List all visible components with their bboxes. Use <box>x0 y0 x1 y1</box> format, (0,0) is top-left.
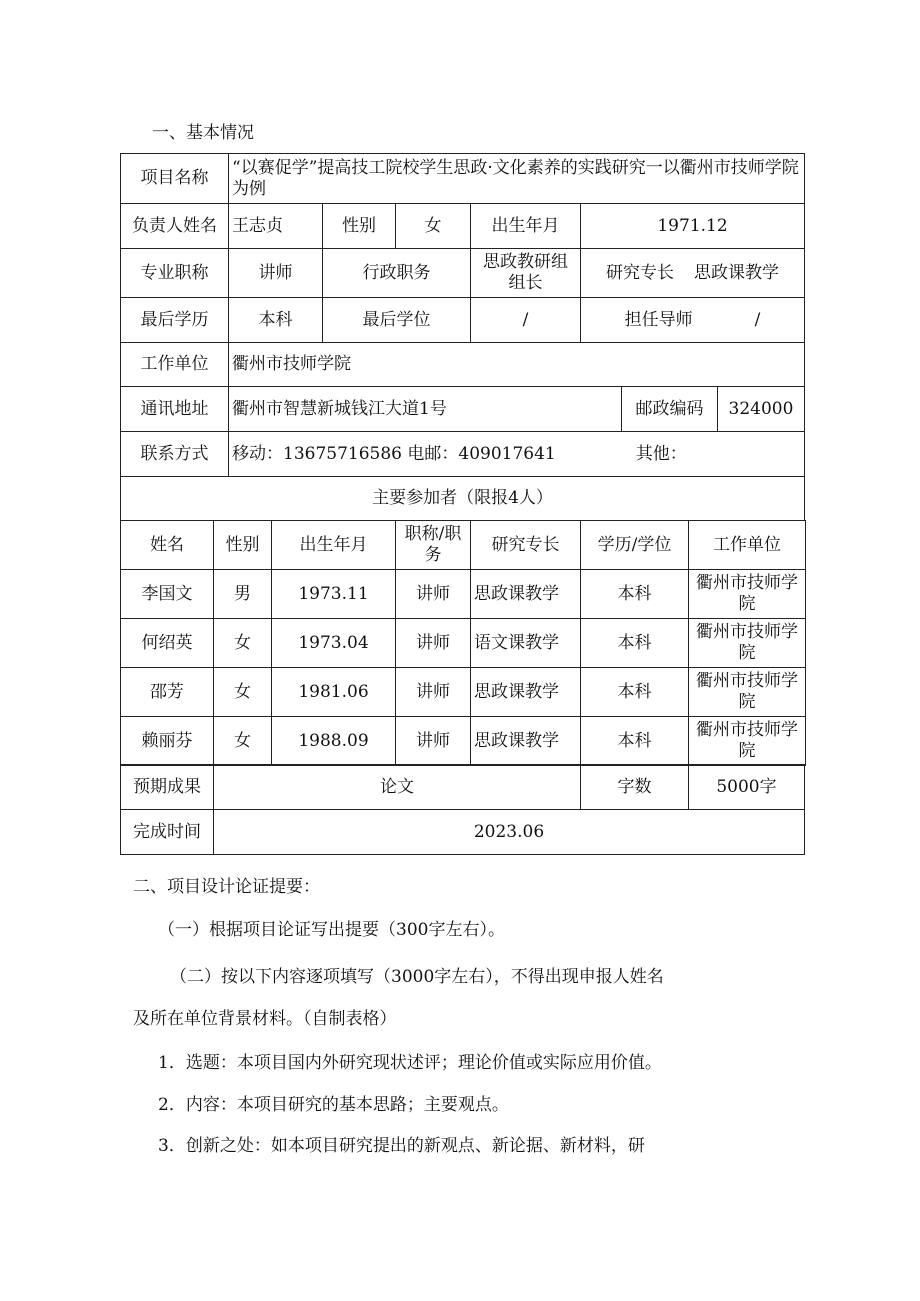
unit-label: 工作单位 <box>120 342 229 387</box>
participants-header-education: 学历/学位 <box>580 520 689 570</box>
zip-value: 324000 <box>717 386 805 432</box>
leader-gender-label: 性别 <box>322 203 396 249</box>
title-value: 讲师 <box>228 248 323 298</box>
participants-header-specialty: 研究专长 <box>470 520 581 570</box>
participant-4-gender: 女 <box>213 716 272 766</box>
contact-label: 联系方式 <box>120 431 229 477</box>
participant-2-name: 何绍英 <box>120 618 214 668</box>
participant-3-gender: 女 <box>213 667 272 717</box>
contact-value: 移动：13675716586 电邮：409017641 <box>232 443 556 464</box>
outcome-label: 预期成果 <box>120 764 214 810</box>
section2-item-2: 2．内容：本项目研究的基本思路；主要观点。 <box>158 1095 509 1115</box>
participant-1-title: 讲师 <box>395 569 471 619</box>
specialty-label: 研究专长 <box>606 262 674 283</box>
participants-header-title: 职称/职务 <box>395 520 471 570</box>
degree-label: 最后学位 <box>322 297 471 343</box>
participant-3-specialty: 思政课教学 <box>470 667 581 717</box>
section2-item-3: 3．创新之处：如本项目研究提出的新观点、新论据、新材料，研 <box>158 1136 645 1156</box>
time-label: 完成时间 <box>120 809 214 855</box>
participant-1-unit: 衢州市技师学院 <box>688 569 806 619</box>
participants-header-unit: 工作单位 <box>688 520 806 570</box>
participant-2-education: 本科 <box>580 618 689 668</box>
participant-4-title: 讲师 <box>395 716 471 766</box>
title-label: 专业职称 <box>120 248 229 298</box>
address-label: 通讯地址 <box>120 386 229 432</box>
edu-value: 本科 <box>228 297 323 343</box>
tutor-label: 担任导师 <box>624 309 693 330</box>
participants-header-gender: 性别 <box>213 520 272 570</box>
participant-1-gender: 男 <box>213 569 272 619</box>
participant-4-unit: 衢州市技师学院 <box>688 716 806 766</box>
participant-2-gender: 女 <box>213 618 272 668</box>
project-name-value: “以赛促学”提高技工院校学生思政·文化素养的实践研究一以衢州市技师学院为例 <box>228 153 805 204</box>
participant-1-name: 李国文 <box>120 569 214 619</box>
section2-item-1: 1．选题：本项目国内外研究现状述评；理论价值或实际应用价值。 <box>158 1053 662 1073</box>
participants-header-name: 姓名 <box>120 520 214 570</box>
participant-4-birth: 1988.09 <box>271 716 396 766</box>
section1-title: 一、基本情况 <box>152 123 254 143</box>
time-value: 2023.06 <box>213 809 805 855</box>
participant-3-title: 讲师 <box>395 667 471 717</box>
leader-birth-value: 1971.12 <box>580 203 805 249</box>
zip-label: 邮政编码 <box>621 386 718 432</box>
section2-p2-line2: 及所在单位背景材料。（自制表格） <box>133 1009 397 1029</box>
participant-3-education: 本科 <box>580 667 689 717</box>
participant-1-education: 本科 <box>580 569 689 619</box>
participant-1-specialty: 思政课教学 <box>470 569 581 619</box>
participants-header-birth: 出生年月 <box>271 520 396 570</box>
participant-3-name: 邵芳 <box>120 667 214 717</box>
other-label: 其他： <box>635 443 687 464</box>
participant-4-specialty: 思政课教学 <box>470 716 581 766</box>
section2-p1: （一）根据项目论证写出提要（300字左右）。 <box>158 920 505 940</box>
participant-4-education: 本科 <box>580 716 689 766</box>
tutor-cell <box>580 297 805 343</box>
post-value: 思政教研组组长 <box>470 248 581 298</box>
participant-1-birth: 1973.11 <box>271 569 396 619</box>
participant-4-name: 赖丽芬 <box>120 716 214 766</box>
address-value: 衢州市智慧新城钱江大道1号 <box>228 386 622 432</box>
outcome-value: 论文 <box>213 764 581 810</box>
section2-title: 二、项目设计论证提要： <box>133 877 320 897</box>
leader-name-value: 王志贞 <box>228 203 323 249</box>
post-label: 行政职务 <box>322 248 471 298</box>
participant-2-birth: 1973.04 <box>271 618 396 668</box>
leader-gender-value: 女 <box>395 203 471 249</box>
section2-p2-line1: （二）按以下内容逐项填写（3000字左右），不得出现申报人姓名 <box>170 967 664 987</box>
participant-3-birth: 1981.06 <box>271 667 396 717</box>
leader-name-label: 负责人姓名 <box>120 203 229 249</box>
specialty-cell <box>580 248 805 298</box>
edu-label: 最后学历 <box>120 297 229 343</box>
contact-cell <box>228 431 805 477</box>
unit-value: 衢州市技师学院 <box>228 342 805 387</box>
degree-value: / <box>470 297 581 343</box>
tutor-value: / <box>754 309 761 330</box>
specialty-value: 思政课教学 <box>694 262 779 283</box>
participants-title: 主要参加者（限报4人） <box>120 476 805 521</box>
words-value: 5000字 <box>688 764 805 810</box>
project-name-label: 项目名称 <box>120 153 229 204</box>
participant-2-unit: 衢州市技师学院 <box>688 618 806 668</box>
participant-3-unit: 衢州市技师学院 <box>688 667 806 717</box>
leader-birth-label: 出生年月 <box>470 203 581 249</box>
participant-2-specialty: 语文课教学 <box>470 618 581 668</box>
participant-2-title: 讲师 <box>395 618 471 668</box>
words-label: 字数 <box>580 764 689 810</box>
